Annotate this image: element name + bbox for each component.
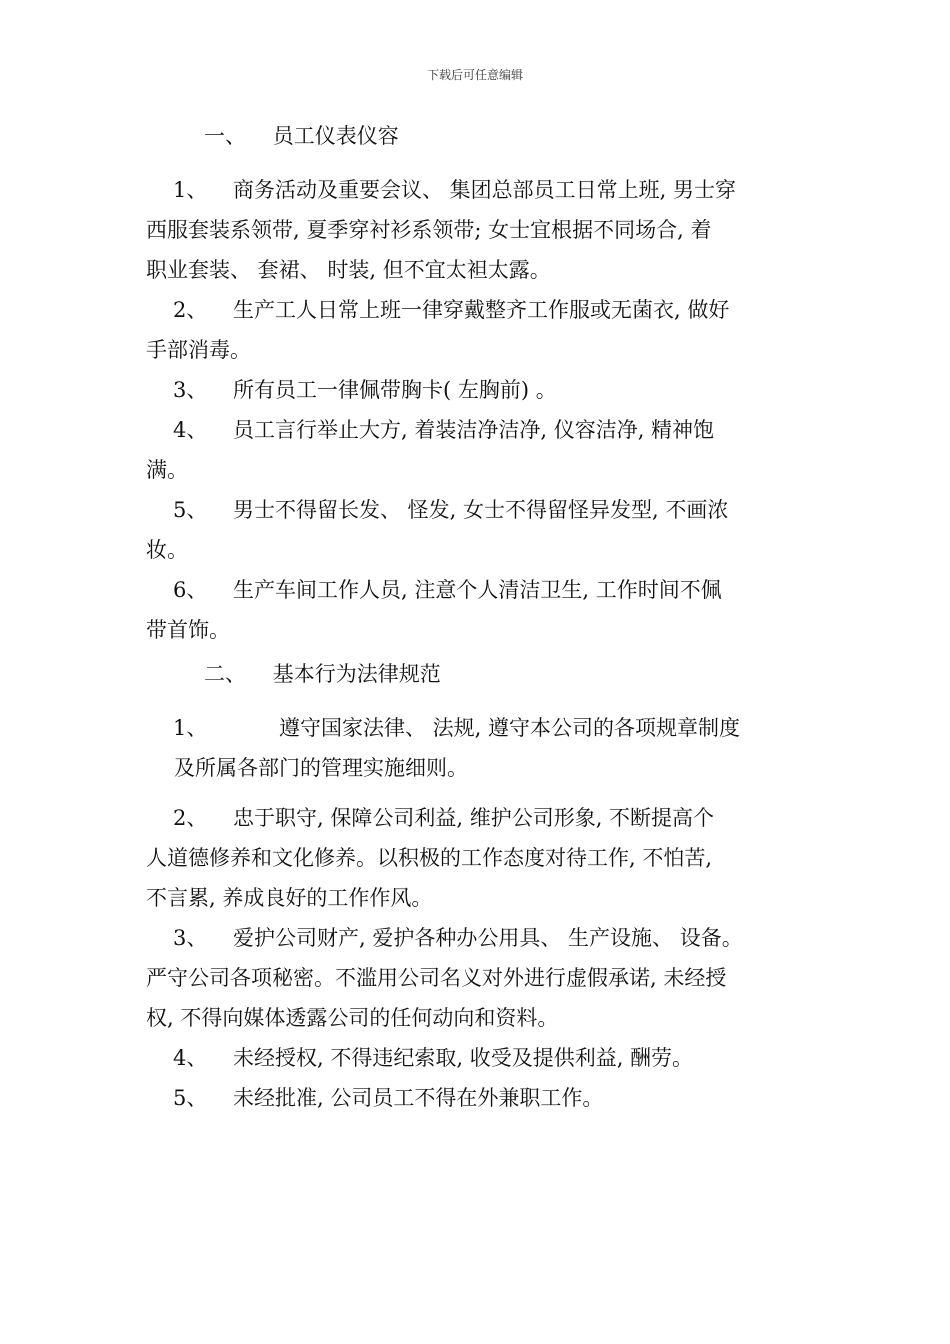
item-continuation: 不言累, 养成良好的工作作风。: [146, 886, 433, 910]
item-number: 4、: [173, 1046, 208, 1070]
document-body: [146, 122, 822, 1118]
item-text: 忠于职守, 保障公司利益, 维护公司形象, 不断提高个: [233, 806, 715, 830]
item-continuation: 西服套装系领带, 夏季穿衬衫系领带; 女士宜根据不同场合, 着: [146, 218, 712, 242]
list-item: [146, 798, 822, 918]
item-continuation: 带首饰。: [146, 618, 230, 642]
section-1-list: [146, 170, 822, 650]
item-text: 未经批准, 公司员工不得在外兼职工作。: [233, 1086, 604, 1110]
item-number: 2、: [173, 298, 208, 322]
list-item: [146, 918, 822, 1038]
section-1-title: 一、 员工仪表仪容: [204, 124, 399, 148]
list-item: [146, 170, 822, 290]
item-text: 商务活动及重要会议、 集团总部员工日常上班, 男士穿: [233, 178, 737, 202]
item-continuation: 权, 不得向媒体透露公司的任何动向和资料。: [146, 1006, 559, 1030]
item-number: 1、: [173, 716, 208, 740]
item-number: 6、: [173, 578, 208, 602]
list-item: [146, 1038, 822, 1078]
item-text: 未经授权, 不得违纪索取, 收受及提供利益, 酬劳。: [233, 1046, 694, 1070]
item-text: 男士不得留长发、 怪发, 女士不得留怪异发型, 不画浓: [233, 498, 729, 522]
list-item: [146, 708, 822, 788]
item-text: 生产车间工作人员, 注意个人清洁卫生, 工作时间不佩: [233, 578, 722, 602]
item-number: 3、: [173, 378, 208, 402]
item-number: 3、: [173, 926, 208, 950]
list-item: [146, 570, 822, 650]
item-text: 所有员工一律佩带胸卡( 左胸前) 。: [233, 378, 557, 402]
page-header: 下载后可任意编辑: [426, 68, 523, 82]
item-continuation: 手部消毒。: [146, 338, 251, 362]
section-2-list: [146, 708, 822, 1118]
item-number: 2、: [173, 806, 208, 830]
list-item: [146, 290, 822, 370]
section-2-title: 二、 基本行为法律规范: [204, 662, 441, 686]
list-item: [146, 1078, 822, 1118]
item-text: 员工言行举止大方, 着装洁净洁净, 仪容洁净, 精神饱: [233, 418, 715, 442]
item-number: 1、: [173, 178, 208, 202]
list-item: [146, 490, 822, 570]
list-item: [146, 370, 822, 410]
item-text: 遵守国家法律、 法规, 遵守本公司的各项规章制度: [279, 716, 741, 740]
item-continuation: 职业套装、 套裙、 时装, 但不宜太袒太露。: [146, 258, 551, 282]
list-item: [146, 410, 822, 490]
item-text: 生产工人日常上班一律穿戴整齐工作服或无菌衣, 做好: [233, 298, 730, 322]
item-number: 4、: [173, 418, 208, 442]
item-text: 爱护公司财产, 爱护各种办公用具、 生产设施、 设备。: [233, 926, 743, 950]
item-continuation: 满。: [146, 458, 188, 482]
item-number: 5、: [173, 1086, 208, 1110]
item-number: 5、: [173, 498, 208, 522]
item-continuation: 严守公司各项秘密。不滥用公司名义对外进行虚假承诺, 未经授: [146, 966, 727, 990]
item-continuation: 及所属各部门的管理实施细则。: [174, 756, 468, 780]
item-continuation: 人道德修养和文化修养。以积极的工作态度对待工作, 不怕苦,: [146, 846, 713, 870]
item-continuation: 妆。: [146, 538, 188, 562]
